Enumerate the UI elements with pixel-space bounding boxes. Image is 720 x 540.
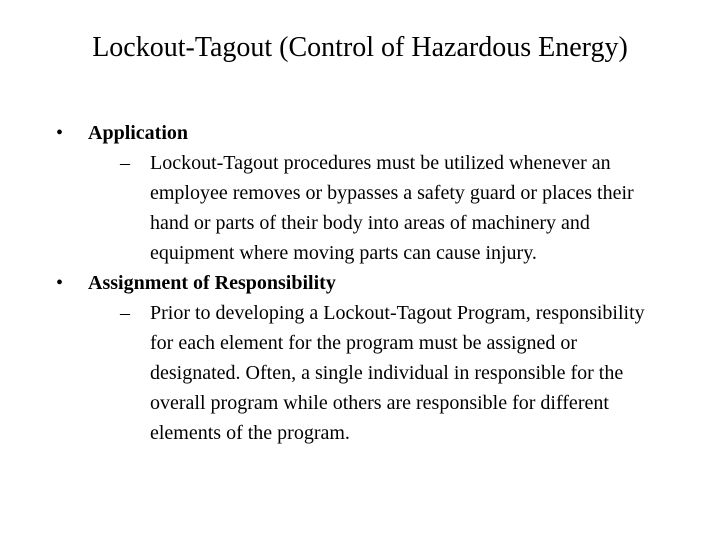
slide-title: Lockout-Tagout (Control of Hazardous Energy) bbox=[92, 32, 628, 63]
sub-bullet-marker: – bbox=[120, 302, 130, 324]
sub-bullet-text: Lockout-Tagout procedures must be utilized whenever an employee removes or bypasses a safety guard or places their hand or parts of their body into areas of machinery and equipment where moving parts can cause injury. bbox=[150, 152, 634, 264]
bullet-heading: Application bbox=[88, 122, 189, 144]
sub-bullet-application bbox=[120, 148, 670, 268]
bullet-item-application bbox=[56, 118, 676, 148]
slide-content bbox=[56, 118, 676, 448]
sub-bullet-marker: – bbox=[120, 152, 130, 174]
sub-bullet-assignment bbox=[120, 298, 670, 448]
bullet-marker: • bbox=[56, 122, 64, 144]
bullet-heading: Assignment of Responsibility bbox=[88, 272, 336, 294]
bullet-marker: • bbox=[56, 272, 64, 294]
bullet-item-assignment bbox=[56, 268, 676, 298]
sub-bullet-text: Prior to developing a Lockout-Tagout Program, responsibility for each element for the program must be assigned or designated. Often, a single individual in responsible for the overall program while others are responsible for different elements of the program. bbox=[150, 302, 645, 444]
